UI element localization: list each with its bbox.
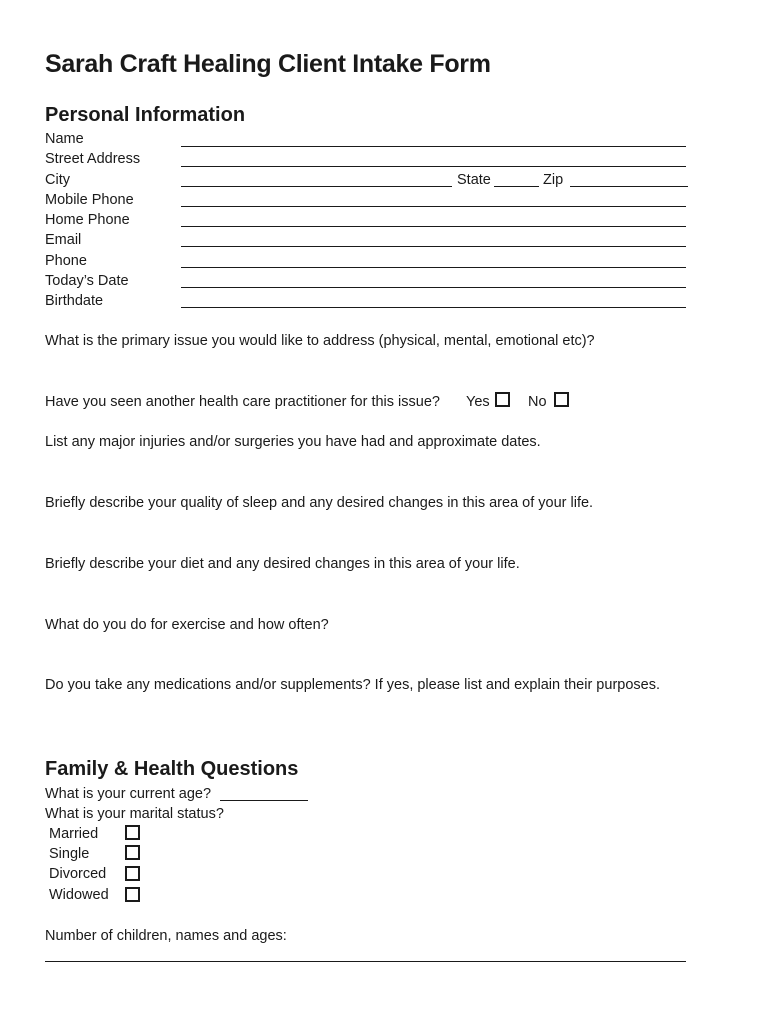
birthdate-label: Birthdate — [45, 293, 104, 309]
name-field[interactable] — [181, 146, 686, 147]
family-health-heading: Family & Health Questions — [45, 758, 299, 780]
personal-information-heading: Personal Information — [45, 104, 246, 126]
yes-checkbox[interactable] — [495, 392, 510, 407]
children-question: Number of children, names and ages: — [45, 928, 287, 944]
seen-practitioner-question: Have you seen another health care practitioner for this issue? — [45, 394, 440, 410]
city-label: City — [45, 172, 70, 188]
phone-field[interactable] — [181, 267, 686, 268]
widowed-label: Widowed — [49, 887, 109, 903]
mobile-phone-field[interactable] — [181, 206, 686, 207]
todays-date-label: Today’s Date — [45, 273, 129, 289]
married-label: Married — [49, 826, 99, 842]
birthdate-field[interactable] — [181, 307, 686, 308]
street-address-field[interactable] — [181, 166, 686, 167]
email-label: Email — [45, 232, 82, 248]
email-field[interactable] — [181, 246, 686, 247]
married-checkbox[interactable] — [125, 825, 140, 840]
zip-label: Zip — [543, 172, 564, 188]
primary-issue-question: What is the primary issue you would like to address (physical, mental, emotional etc)? — [45, 333, 595, 349]
divorced-label: Divorced — [49, 866, 107, 882]
todays-date-field[interactable] — [181, 287, 686, 288]
widowed-checkbox[interactable] — [125, 887, 140, 902]
exercise-question: What do you do for exercise and how often? — [45, 617, 329, 633]
mobile-phone-label: Mobile Phone — [45, 192, 134, 208]
state-label: State — [457, 172, 491, 188]
city-field[interactable] — [181, 186, 452, 187]
no-label: No — [528, 394, 547, 410]
medications-question: Do you take any medications and/or supplements? If yes, please list and explain their purposes. — [45, 677, 660, 693]
diet-question: Briefly describe your diet and any desired changes in this area of your life. — [45, 556, 520, 572]
single-label: Single — [49, 846, 90, 862]
divorced-checkbox[interactable] — [125, 866, 140, 881]
injuries-question: List any major injuries and/or surgeries you have had and approximate dates. — [45, 434, 541, 450]
street-address-label: Street Address — [45, 151, 141, 167]
name-label: Name — [45, 131, 84, 147]
age-field[interactable] — [220, 800, 308, 801]
marital-status-question: What is your marital status? — [45, 806, 224, 822]
form-title: Sarah Craft Healing Client Intake Form — [45, 50, 491, 78]
sleep-question: Briefly describe your quality of sleep and any desired changes in this area of your life. — [45, 495, 594, 511]
children-field[interactable] — [45, 961, 686, 962]
age-question: What is your current age? — [45, 786, 212, 802]
zip-field[interactable] — [570, 186, 688, 187]
home-phone-label: Home Phone — [45, 212, 130, 228]
yes-label: Yes — [466, 394, 490, 410]
no-checkbox[interactable] — [554, 392, 569, 407]
state-field[interactable] — [494, 186, 539, 187]
single-checkbox[interactable] — [125, 845, 140, 860]
phone-label: Phone — [45, 253, 87, 269]
home-phone-field[interactable] — [181, 226, 686, 227]
